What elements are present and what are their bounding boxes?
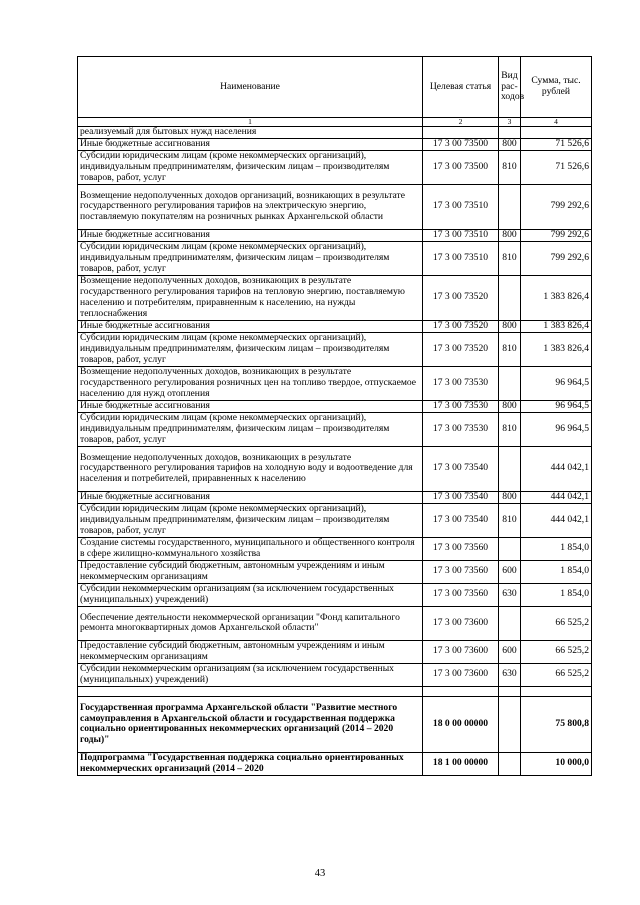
spacer-row <box>78 686 592 696</box>
row-expense-type: 810 <box>499 412 521 446</box>
table-row <box>78 332 592 366</box>
row-name: Субсидии юридическим лицам (кроме некоммерческих организаций), индивидуальным предпринимателям, физическим лицам – производителям товаров, работ, услуг <box>78 150 423 184</box>
column-number: 2 <box>423 118 499 127</box>
row-expense-type: 600 <box>499 640 521 663</box>
row-name: Субсидии юридическим лицам (кроме некоммерческих организаций), индивидуальным предпринимателям, физическим лицам – производителям товаров, работ, услуг <box>78 412 423 446</box>
row-expense-type: 630 <box>499 663 521 686</box>
row-sum: 96 964,5 <box>521 412 592 446</box>
row-sum: 444 042,1 <box>521 503 592 537</box>
row-sum: 799 292,6 <box>521 241 592 275</box>
row-name: Возмещение недополученных доходов, возникающих в результате государственного регулирования тарифов на холодную воду и водоотведение для населения и потребителей, приравненных к населению <box>78 446 423 491</box>
row-name: Субсидии юридическим лицам (кроме некоммерческих организаций), индивидуальным предпринимателям, физическим лицам – производителям товаров, работ, услуг <box>78 241 423 275</box>
row-name: Субсидии юридическим лицам (кроме некоммерческих организаций), индивидуальным предпринимателям, физическим лицам – производителям товаров, работ, услуг <box>78 332 423 366</box>
row-name: Государственная программа Архангельской области "Развитие местного самоуправления в Архангельской области и государственная поддержка социально ориентированных некоммерческих организаций (2014 – 2020 годы)" <box>78 696 423 752</box>
row-name: Субсидии некоммерческим организациям (за исключением государственных (муниципальных) учреждений) <box>78 663 423 686</box>
row-sum: 444 042,1 <box>521 446 592 491</box>
row-sum: 71 526,6 <box>521 138 592 150</box>
row-sum: 799 292,6 <box>521 184 592 229</box>
row-sum: 66 525,2 <box>521 640 592 663</box>
row-target-article: 17 3 00 73520 <box>423 275 499 320</box>
row-expense-type: 810 <box>499 241 521 275</box>
row-sum: 1 383 826,4 <box>521 332 592 366</box>
row-target-article: 17 3 00 73510 <box>423 229 499 241</box>
row-sum: 10 000,0 <box>521 752 592 775</box>
table-row <box>78 537 592 560</box>
table-row <box>78 127 592 139</box>
row-sum <box>521 127 592 139</box>
table-row <box>78 138 592 150</box>
header-name: Наименование <box>78 57 423 118</box>
table-row <box>78 583 592 606</box>
column-number: 4 <box>521 118 592 127</box>
column-number: 1 <box>78 118 423 127</box>
row-name: Иные бюджетные ассигнования <box>78 229 423 241</box>
row-sum: 444 042,1 <box>521 491 592 503</box>
row-sum: 799 292,6 <box>521 229 592 241</box>
row-name: Возмещение недополученных доходов организаций, возникающих в результате государственного регулирования тарифов на электрическую энергию, поставляемую покупателям на розничных рынках Архангельской области <box>78 184 423 229</box>
row-expense-type <box>499 696 521 752</box>
row-expense-type <box>499 686 521 696</box>
row-sum: 66 525,2 <box>521 606 592 640</box>
page-number: 43 <box>314 868 326 879</box>
budget-sheet <box>77 56 591 776</box>
row-target-article: 17 3 00 73520 <box>423 332 499 366</box>
row-target-article: 17 3 00 73530 <box>423 366 499 400</box>
row-name: Субсидии юридическим лицам (кроме некоммерческих организаций), индивидуальным предпринимателям, физическим лицам – производителям товаров, работ, услуг <box>78 503 423 537</box>
row-expense-type <box>499 752 521 775</box>
row-expense-type: 800 <box>499 138 521 150</box>
row-sum: 1 383 826,4 <box>521 320 592 332</box>
table-row <box>78 275 592 320</box>
row-target-article: 17 3 00 73540 <box>423 491 499 503</box>
table-row <box>78 446 592 491</box>
header-target-article: Целевая статья <box>423 57 499 118</box>
row-expense-type: 800 <box>499 229 521 241</box>
table-row <box>78 366 592 400</box>
row-expense-type: 810 <box>499 332 521 366</box>
row-sum: 1 383 826,4 <box>521 275 592 320</box>
table-row <box>78 412 592 446</box>
row-expense-type: 800 <box>499 320 521 332</box>
table-row <box>78 241 592 275</box>
row-target-article: 17 3 00 73600 <box>423 640 499 663</box>
row-expense-type <box>499 275 521 320</box>
row-expense-type <box>499 606 521 640</box>
table-row <box>78 150 592 184</box>
row-sum: 96 964,5 <box>521 366 592 400</box>
row-target-article: 17 3 00 73510 <box>423 241 499 275</box>
row-name: Предоставление субсидий бюджетным, автономным учреждениям и иным некоммерческим организациям <box>78 640 423 663</box>
row-name: Иные бюджетные ассигнования <box>78 320 423 332</box>
row-name <box>78 686 423 696</box>
row-expense-type <box>499 446 521 491</box>
row-sum: 1 854,0 <box>521 583 592 606</box>
row-target-article: 17 3 00 73560 <box>423 537 499 560</box>
row-expense-type: 630 <box>499 583 521 606</box>
header-sum: Сумма, тыс. рублей <box>521 57 592 118</box>
row-target-article <box>423 127 499 139</box>
row-target-article: 17 3 00 73560 <box>423 583 499 606</box>
table-row <box>78 503 592 537</box>
row-name: Субсидии некоммерческим организациям (за исключением государственных (муниципальных) учреждений) <box>78 583 423 606</box>
row-target-article: 17 3 00 73500 <box>423 138 499 150</box>
header-expense-type: Вид рас-ходов <box>499 57 521 118</box>
row-name: Иные бюджетные ассигнования <box>78 400 423 412</box>
row-expense-type: 810 <box>499 150 521 184</box>
row-expense-type <box>499 537 521 560</box>
row-sum: 1 854,0 <box>521 560 592 583</box>
table-row <box>78 184 592 229</box>
row-target-article: 17 3 00 73600 <box>423 606 499 640</box>
row-target-article: 17 3 00 73520 <box>423 320 499 332</box>
table-row <box>78 696 592 752</box>
row-target-article: 17 3 00 73540 <box>423 503 499 537</box>
row-target-article: 17 3 00 73540 <box>423 446 499 491</box>
row-name: Подпрограмма "Государственная поддержка социально ориентированных некоммерческих организаций (2014 – 2020 <box>78 752 423 775</box>
row-sum: 75 800,8 <box>521 696 592 752</box>
row-expense-type <box>499 127 521 139</box>
row-target-article: 17 3 00 73530 <box>423 400 499 412</box>
column-number: 3 <box>499 118 521 127</box>
row-target-article: 18 1 00 00000 <box>423 752 499 775</box>
row-target-article: 17 3 00 73600 <box>423 663 499 686</box>
table-header-row <box>78 57 592 118</box>
row-expense-type <box>499 184 521 229</box>
row-name: Предоставление субсидий бюджетным, автономным учреждениям и иным некоммерческим организациям <box>78 560 423 583</box>
row-sum: 1 854,0 <box>521 537 592 560</box>
table-row <box>78 752 592 775</box>
row-expense-type <box>499 366 521 400</box>
row-name: Иные бюджетные ассигнования <box>78 138 423 150</box>
row-sum: 96 964,5 <box>521 400 592 412</box>
row-target-article: 17 3 00 73560 <box>423 560 499 583</box>
table-row <box>78 491 592 503</box>
table-row <box>78 606 592 640</box>
row-expense-type: 810 <box>499 503 521 537</box>
row-target-article <box>423 686 499 696</box>
table-row <box>78 400 592 412</box>
row-name: Обеспечение деятельности некоммерческой организации "Фонд капитального ремонта многоквартирных домов Архангельской области" <box>78 606 423 640</box>
table-row <box>78 229 592 241</box>
row-target-article: 18 0 00 00000 <box>423 696 499 752</box>
row-expense-type: 800 <box>499 491 521 503</box>
row-name: Возмещение недополученных доходов, возникающих в результате государственного регулирования тарифов на тепловую энергию, поставляемую населению и потребителям, приравненным к населению, на нужды теплоснабжения <box>78 275 423 320</box>
row-name: Создание системы государственного, муниципального и общественного контроля в сфере жилищно-коммунального хозяйства <box>78 537 423 560</box>
row-expense-type: 600 <box>499 560 521 583</box>
table-row <box>78 320 592 332</box>
table-body <box>78 127 592 776</box>
row-target-article: 17 3 00 73500 <box>423 150 499 184</box>
row-name: Иные бюджетные ассигнования <box>78 491 423 503</box>
row-expense-type: 800 <box>499 400 521 412</box>
row-sum <box>521 686 592 696</box>
row-sum: 71 526,6 <box>521 150 592 184</box>
row-target-article: 17 3 00 73510 <box>423 184 499 229</box>
row-name: Возмещение недополученных доходов, возникающих в результате государственного регулирования розничных цен на топливо твердое, отпускаемое населению для нужд отопления <box>78 366 423 400</box>
table-row <box>78 640 592 663</box>
row-target-article: 17 3 00 73530 <box>423 412 499 446</box>
table-row <box>78 663 592 686</box>
row-name: реализуемый для бытовых нужд населения <box>78 127 423 139</box>
table-row <box>78 560 592 583</box>
row-sum: 66 525,2 <box>521 663 592 686</box>
budget-table <box>77 56 592 776</box>
